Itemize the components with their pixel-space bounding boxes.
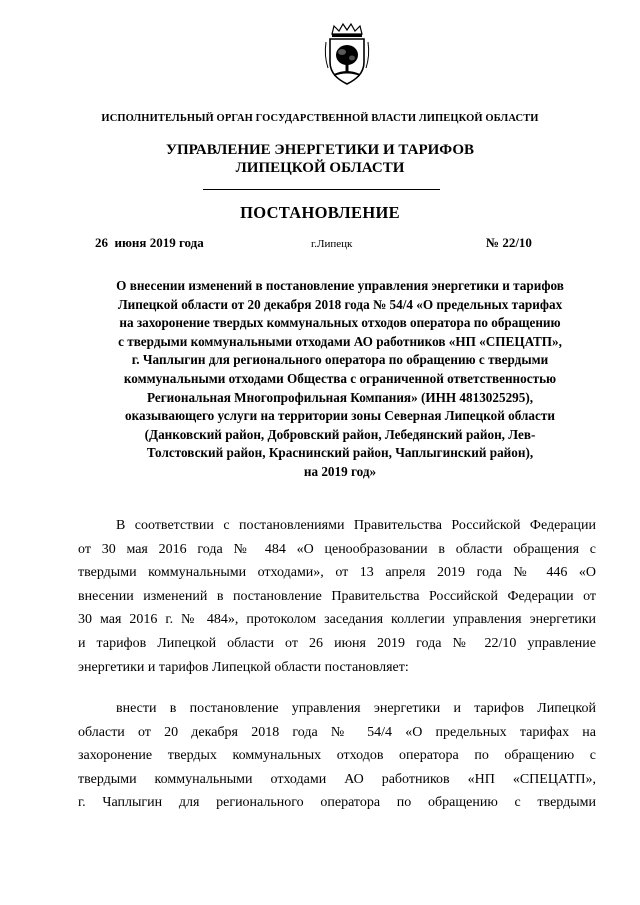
body-paragraph-preamble bbox=[78, 514, 596, 679]
title-line: на захоронение твердых коммунальных отходов оператора по обращению bbox=[119, 315, 561, 331]
document-type: ПОСТАНОВЛЕНИЕ bbox=[240, 203, 400, 222]
paragraph-line: внести в постановление управления энергетики и тарифов Липецкой bbox=[116, 701, 596, 716]
paragraph-line: энергетики и тарифов Липецкой области постановляет: bbox=[78, 659, 409, 675]
paragraph-line: г. Чаплыгин для регионального оператора по обращению с твердыми bbox=[78, 795, 596, 811]
title-line: Региональная Многопрофильная Компания» (ИНН 4813025295), bbox=[146, 389, 534, 405]
document-title bbox=[70, 277, 610, 482]
paragraph-line: твердыми коммунальными отходами АО работников «НП «СПЕЦАТП», bbox=[78, 771, 596, 787]
title-line: г. Чаплыгин для регионального оператора по обращению с твердыми bbox=[131, 352, 549, 368]
department-name bbox=[0, 141, 640, 177]
title-line: с твердыми коммунальными отходами АО работников «НП «СПЕЦАТП», bbox=[118, 333, 562, 349]
paragraph-line: 30 мая 2016 г. № 484», протоколом заседания коллегии управления энергетики bbox=[78, 612, 596, 628]
title-line: коммунальными отходами Общества с ограниченной ответственностью bbox=[123, 370, 557, 386]
paragraph-line: захоронение твердых коммунальных отходов оператора по обращению с bbox=[78, 748, 596, 764]
department-line: УПРАВЛЕНИЕ ЭНЕРГЕТИКИ И ТАРИФОВ bbox=[165, 142, 475, 158]
title-line: оказывающего услуги на территории зоны Северная Липецкой области bbox=[125, 408, 555, 424]
header-divider bbox=[203, 189, 440, 190]
title-line: на 2019 год» bbox=[303, 463, 377, 479]
title-line: (Данковский район, Добровский район, Лебедянский район, Лев- bbox=[144, 426, 536, 442]
document-number: № 22/10 bbox=[486, 235, 532, 250]
body-paragraph-resolution bbox=[78, 697, 596, 815]
title-line: О внесении изменений в постановление управления энергетики и тарифов bbox=[116, 278, 564, 293]
paragraph-line: твердыми коммунальными отходами», от 13 апреля 2019 года № 446 «О bbox=[78, 565, 596, 581]
title-line: Липецкой области от 20 декабря 2018 года № 54/4 «О предельных тарифах bbox=[117, 296, 563, 312]
document-city: г.Липецк bbox=[311, 238, 353, 250]
issuing-authority: ИСПОЛНИТЕЛЬНЫЙ ОРГАН ГОСУДАРСТВЕННОЙ ВЛАСТИ ЛИПЕЦКОЙ ОБЛАСТИ bbox=[101, 113, 539, 124]
coat-of-arms-icon bbox=[322, 22, 372, 86]
paragraph-line: В соответствии с постановлениями Правительства Российской Федерации bbox=[116, 518, 596, 533]
department-line: ЛИПЕЦКОЙ ОБЛАСТИ bbox=[235, 160, 405, 176]
title-line: Толстовский район, Краснинский район, Чаплыгинский район), bbox=[146, 445, 534, 461]
paragraph-line: внесении изменений в постановление Правительства Российской Федерации от bbox=[78, 588, 596, 604]
paragraph-line: области от 20 декабря 2018 года № 54/4 «О предельных тарифах на bbox=[78, 724, 596, 740]
document-date: 26 июня 2019 года bbox=[95, 235, 204, 250]
paragraph-line: от 30 мая 2016 года № 484 «О ценообразовании в области обращения с bbox=[78, 541, 596, 557]
paragraph-line: и тарифов Липецкой области от 26 июня 2019 года № 22/10 управление bbox=[78, 635, 596, 651]
